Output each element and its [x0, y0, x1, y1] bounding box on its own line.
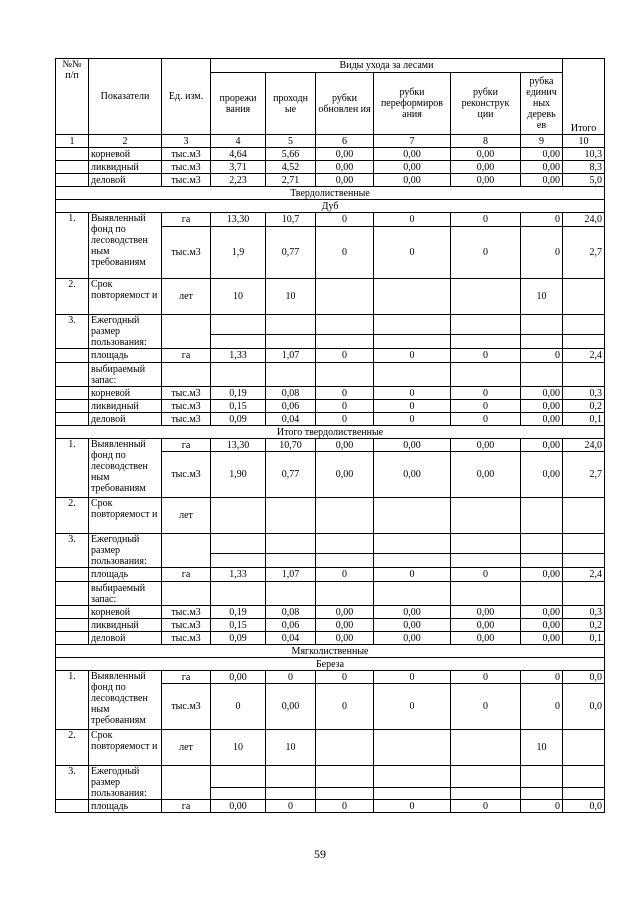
row-label: ликвидный [89, 161, 162, 174]
colnum: 4 [211, 135, 266, 148]
table-row: 2. Срок повторяемост и лет 10 10 10 [56, 730, 605, 766]
table-row: деловой тыс.м3 0,09 0,04 0,00 0,00 0,00 0,00 0,1 [56, 632, 605, 645]
section-hardwood-total: Итого твердолиственные [56, 426, 605, 439]
colnum: 8 [451, 135, 521, 148]
table-row: корневой тыс.м3 4,64 5,66 0,00 0,00 0,00 0,00 10,3 [56, 148, 605, 161]
table-row: 1. Выявленный фонд по лесоводствен ным требованиям га 13,30 10,70 0,00 0,00 0,00 0,00 24,0 [56, 439, 605, 452]
table-row: площадь га 1,33 1,07 0 0 0 0 2,4 [56, 349, 605, 363]
colnum: 7 [374, 135, 451, 148]
table-row: 2. Срок повторяемост и лет [56, 498, 605, 534]
table-row: 1. Выявленный фонд по лесоводствен ным требованиям га 0,00 0 0 0 0 0 0,0 [56, 671, 605, 684]
header-type-renewal: рубки обновлен ия [316, 73, 374, 135]
colnum: 1 [56, 135, 89, 148]
table-row: ликвидный тыс.м3 3,71 4,52 0,00 0,00 0,00 0,00 8,3 [56, 161, 605, 174]
row-unit: тыс.м3 [162, 174, 211, 187]
header-type-reconstruction: рубки реконструк ции [451, 73, 521, 135]
header-unit: Ед. изм. [162, 59, 211, 135]
row-unit: тыс.м3 [162, 161, 211, 174]
header-type-reformation: рубки переформиров ания [374, 73, 451, 135]
colnum: 9 [521, 135, 563, 148]
page-number: 59 [314, 847, 326, 861]
colnum: 5 [266, 135, 316, 148]
header-indicators: Показатели [89, 59, 162, 135]
section-softwood: Мягколиственные [56, 645, 605, 658]
table-row: тыс.м3 1,9 0,77 0 0 0 0 2,7 [56, 227, 605, 279]
row-label: деловой [89, 174, 162, 187]
header-num: №№ п/п [56, 59, 89, 135]
table-row: деловой тыс.м3 2,23 2,71 0,00 0,00 0,00 0,00 5,0 [56, 174, 605, 187]
row-label: Выявленный фонд по лесоводствен ным требованиям [89, 213, 162, 279]
table-row: корневой тыс.м3 0,19 0,08 0,00 0,00 0,00 0,00 0,3 [56, 606, 605, 619]
table-row: 2. Срок повторяемост и лет 10 10 10 [56, 279, 605, 315]
table-row: ликвидный тыс.м3 0,15 0,06 0,00 0,00 0,00 0,00 0,2 [56, 619, 605, 632]
table-row: тыс.м3 1,90 0,77 0,00 0,00 0,00 0,00 2,7 [56, 452, 605, 498]
table-row: 3. Ежегодный размер пользования: [56, 534, 605, 554]
column-numbers-row [56, 135, 605, 148]
header-type-passing: проходн ые [266, 73, 316, 135]
colnum: 3 [162, 135, 211, 148]
table-row: корневой тыс.м3 0,19 0,08 0 0 0 0,00 0,3 [56, 387, 605, 400]
table-row: выбираемый запас: [56, 582, 605, 606]
table-row: выбираемый запас: [56, 363, 605, 387]
section-oak: Дуб [56, 200, 605, 213]
table-row: площадь га 1,33 1,07 0 0 0 0,00 2,4 [56, 568, 605, 582]
header-types-title: Виды ухода за лесами [211, 59, 563, 73]
forest-care-table [55, 58, 605, 813]
row-label: корневой [89, 148, 162, 161]
row-unit: тыс.м3 [162, 148, 211, 161]
table-row: площадь га 0,00 0 0 0 0 0 0,0 [56, 800, 605, 813]
section-hardwood: Твердолиственные [56, 187, 605, 200]
table-row: 3. Ежегодный размер пользования: [56, 766, 605, 788]
header-type-thinning: прорежи вания [211, 73, 266, 135]
colnum: 2 [89, 135, 162, 148]
table-row: тыс.м3 0 0,00 0 0 0 0 0,0 [56, 684, 605, 730]
colnum: 6 [316, 135, 374, 148]
section-birch: Береза [56, 658, 605, 671]
colnum: 10 [563, 135, 605, 148]
row-num: 1. [56, 213, 89, 279]
header-type-single-tree: рубка единич ных деревь ев [521, 73, 563, 135]
table-row: 3. Ежегодный размер пользования: [56, 315, 605, 335]
table-row: ликвидный тыс.м3 0,15 0,06 0 0 0 0,00 0,2 [56, 400, 605, 413]
header-total: Итого [563, 59, 605, 135]
table-row: 1. Выявленный фонд по лесоводствен ным требованиям га 13,30 10,7 0 0 0 0 24,0 [56, 213, 605, 227]
table-row: деловой тыс.м3 0,09 0,04 0 0 0 0,00 0,1 [56, 413, 605, 426]
